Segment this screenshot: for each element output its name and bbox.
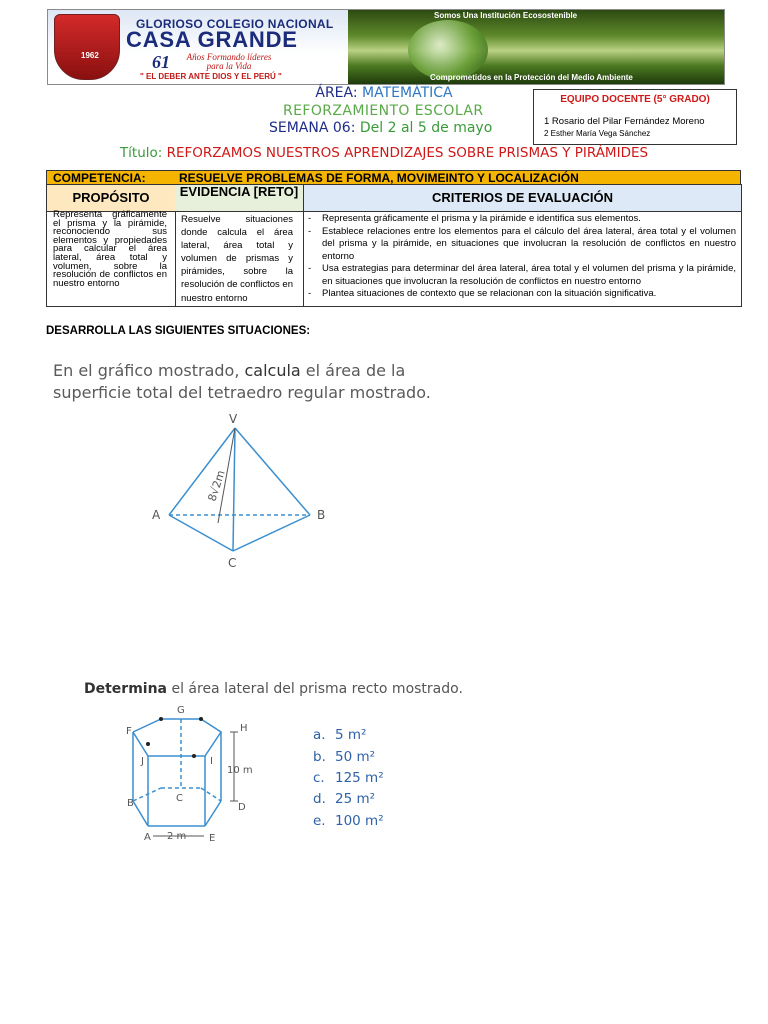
vertex-dot	[192, 754, 196, 758]
prism-figure	[120, 700, 280, 850]
competency-value: RESUELVE PROBLEMAS DE FORMA, MOVIMEINTO Y LOCALIZACIÓN	[179, 171, 579, 185]
label-a: A	[152, 508, 161, 522]
label-height: 10 m	[227, 765, 253, 776]
option-a[interactable]	[313, 727, 366, 743]
week-label: SEMANA 06:	[269, 120, 356, 136]
label-b2: B	[127, 798, 134, 809]
header-proposito: PROPÓSITO	[47, 185, 176, 212]
edge-ba	[133, 801, 148, 826]
tetrahedron-figure	[140, 405, 340, 575]
teacher-1: 1 Rosario del Pilar Fernández Moreno	[544, 116, 705, 127]
label-base: 2 m	[167, 831, 187, 842]
competency-label: COMPETENCIA:	[53, 171, 146, 185]
edge-ed	[205, 801, 221, 826]
eco-slogan-top: Somos Una Institución Ecosostenible	[434, 11, 578, 20]
label-edge-length: 8√2m	[205, 468, 228, 503]
week-dates: Del 2 al 5 de mayo	[359, 120, 493, 136]
label-a2: A	[144, 832, 151, 843]
vertex-dot	[199, 717, 203, 721]
option-d[interactable]	[313, 791, 375, 807]
criterio-item: - Usa estrategias para determinar del área lateral, área total y el volumen del prisma y la pirámide, en situaciones que involucran la resolución de conflictos en nuestro entorno	[308, 263, 736, 288]
edge-ac	[169, 515, 233, 551]
header-evidencia: EVIDENCIA [RETO]	[175, 185, 304, 212]
program-title: REFORZAMIENTO ESCOLAR	[283, 103, 484, 119]
edge-bc	[233, 515, 310, 551]
option-c-key: c.	[313, 770, 325, 786]
option-e-value: 100 m²	[335, 813, 384, 829]
vertex-dot	[146, 742, 150, 746]
problem-1-text-b: el área de la superficie total del tetraedro regular mostrado.	[53, 361, 431, 402]
week-line	[269, 120, 492, 136]
criterio-item: - Establece relaciones entre los elementos para el cálculo del área lateral, área total y el volumen del prisma y la pirámide, en situaciones que involucran la resolución de conflictos en nuestro entorno	[308, 226, 736, 264]
globe-image	[408, 20, 488, 80]
hidden-bc	[133, 788, 161, 801]
option-e[interactable]	[313, 813, 384, 829]
shield-year: 1962	[81, 51, 99, 60]
cell-criterios	[304, 212, 741, 306]
option-b-key: b.	[313, 749, 326, 765]
eco-image	[348, 10, 724, 84]
option-d-key: d.	[313, 791, 326, 807]
option-c[interactable]	[313, 770, 384, 786]
problem-2-text: el área lateral del prisma recto mostrado.	[167, 681, 463, 697]
cell-evidencia	[175, 212, 304, 306]
edge-va	[169, 428, 235, 515]
area-value: MATEMÁTICA	[362, 85, 453, 101]
problem-1-keyword: calcula	[244, 361, 301, 380]
problem-1-text-a: En el gráfico mostrado,	[53, 361, 245, 380]
school-banner	[47, 9, 725, 85]
teaching-team-title: EQUIPO DOCENTE (5° GRADO)	[560, 94, 710, 105]
title-value: REFORZAMOS NUESTROS APRENDIZAJES SOBRE PRISMAS Y PIRÁMIDES	[166, 145, 649, 161]
evidencia-text: Resuelve situaciones donde calcula el área lateral, área total y volumen de prismas y pirámides, sobre la resolución de conflictos en nuestro entorno	[181, 214, 293, 304]
option-d-value: 25 m²	[335, 791, 376, 807]
section-title: DESARROLLA LAS SIGUIENTES SITUACIONES:	[46, 325, 311, 337]
school-shield-logo	[54, 14, 120, 80]
title-line	[0, 145, 768, 161]
edge-vb	[235, 428, 310, 515]
banner-motto: " EL DEBER ANTE DIOS Y EL PERÚ "	[140, 72, 282, 81]
option-e-key: e.	[313, 813, 326, 829]
teacher-2: 2 Esther María Vega Sánchez	[544, 129, 651, 138]
header-criterios: CRITERIOS DE EVALUACIÓN	[304, 185, 741, 212]
teaching-team-box	[533, 89, 737, 145]
learning-table	[46, 184, 742, 307]
label-h: H	[240, 723, 248, 734]
label-d: D	[238, 802, 246, 813]
top-face	[133, 719, 221, 756]
label-c: C	[228, 556, 237, 570]
banner-school-name: CASA GRANDE	[126, 27, 298, 52]
criterios-list	[308, 213, 736, 301]
problem-1-statement	[53, 360, 473, 404]
option-c-value: 125 m²	[335, 770, 384, 786]
hidden-cd	[201, 788, 221, 801]
label-f: F	[126, 726, 132, 737]
title-label: Título:	[119, 145, 163, 161]
banner-school-type: GLORIOSO COLEGIO NACIONAL	[136, 17, 334, 31]
criterio-item: - Representa gráficamente el prisma y la pirámide e identifica sus elementos.	[308, 213, 736, 226]
eco-slogan-bottom: Comprometidos en la Protección del Medio Ambiente	[430, 73, 633, 82]
problem-2-keyword: Determina	[84, 681, 168, 697]
label-v: V	[229, 412, 238, 426]
banner-anniversary-sub: Años Formando líderes para la Vida	[186, 52, 272, 71]
option-a-value: 5 m²	[335, 727, 367, 743]
area-label: ÁREA:	[315, 85, 358, 101]
label-b: B	[317, 508, 326, 522]
banner-anniversary: 61	[152, 52, 170, 72]
label-e: E	[209, 833, 216, 844]
label-c2: C	[176, 793, 183, 804]
label-g: G	[177, 705, 185, 716]
label-j: J	[141, 756, 144, 767]
edge-vc	[233, 428, 235, 551]
option-b[interactable]	[313, 749, 375, 765]
label-i: I	[210, 756, 213, 767]
option-b-value: 50 m²	[335, 749, 376, 765]
problem-2-statement	[84, 681, 463, 697]
cell-proposito	[47, 209, 176, 306]
proposito-text: Representa gráficamente el prisma y la pirámide, reconociendo sus elementos y propiedades para calcular el área lateral, área total y volumen, sobre la resolución de conflictos en nuestro entorno	[53, 209, 167, 289]
criterio-item: - Plantea situaciones de contexto que se relacionan con la situación significativa.	[308, 288, 736, 301]
option-a-key: a.	[313, 727, 326, 743]
vertex-dot	[159, 717, 163, 721]
